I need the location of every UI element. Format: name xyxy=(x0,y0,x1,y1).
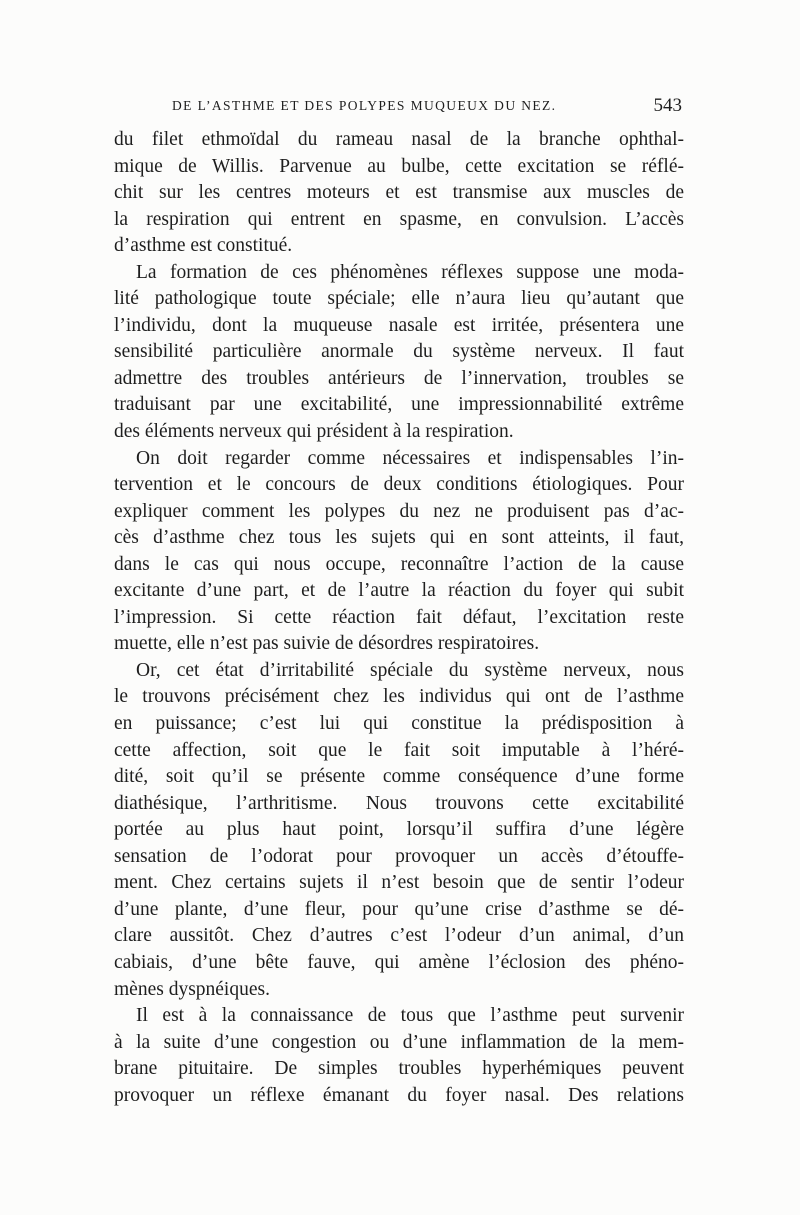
paragraph xyxy=(114,127,684,260)
text-line: d’asthme est constitué. xyxy=(114,235,293,257)
paragraph xyxy=(114,1003,684,1109)
text-line: des éléments nerveux qui président à la respiration. xyxy=(114,421,514,443)
text-line: Il est à la connaissance de tous que l’asthme peut survenir xyxy=(136,1005,684,1027)
text-line: du filet ethmoïdal du rameau nasal de la branche ophthal- xyxy=(114,129,684,150)
body-text xyxy=(114,127,684,1109)
text-line: à la suite d’une congestion ou d’une inflammation de la mem- xyxy=(114,1031,684,1053)
text-line: l’individu, dont la muqueuse nasale est irritée, présentera une xyxy=(114,314,684,336)
text-line: cette affection, soit que le fait soit imputable à l’héré- xyxy=(114,739,684,761)
text-line: lité pathologique toute spéciale; elle n’aura lieu qu’autant que xyxy=(114,288,684,310)
paragraph xyxy=(114,446,684,658)
text-line: mique de Willis. Parvenue au bulbe, cette excitation se réflé- xyxy=(114,155,684,177)
text-line: ment. Chez certains sujets il n’est besoin que de sentir l’odeur xyxy=(114,872,684,894)
text-line: muette, elle n’est pas suivie de désordres respiratoires. xyxy=(114,633,540,655)
text-line: clare aussitôt. Chez d’autres c’est l’odeur d’un animal, d’un xyxy=(114,925,684,947)
text-line: La formation de ces phénomènes réflexes suppose une moda- xyxy=(136,261,684,283)
text-line: admettre des troubles antérieurs de l’innervation, troubles se xyxy=(114,367,684,389)
text-line: traduisant par une excitabilité, une impressionnabilité extrême xyxy=(114,394,684,416)
text-line: l’impression. Si cette réaction fait défaut, l’excitation reste xyxy=(114,606,684,628)
text-line: On doit regarder comme nécessaires et indispensables l’in- xyxy=(136,447,684,469)
running-head xyxy=(172,95,682,122)
running-title: DE L’ASTHME ET DES POLYPES MUQUEUX DU NEZ. xyxy=(172,98,557,113)
text-line: sensibilité particulière anormale du système nerveux. Il faut xyxy=(114,341,684,363)
text-line: brane pituitaire. De simples troubles hyperhémiques peuvent xyxy=(114,1058,684,1080)
text-line: dité, soit qu’il se présente comme conséquence d’une forme xyxy=(114,766,684,788)
text-line: en puissance; c’est lui qui constitue la prédisposition à xyxy=(114,713,684,735)
text-line: le trouvons précisément chez les individus qui ont de l’asthme xyxy=(114,686,684,708)
paragraph xyxy=(114,658,684,1003)
text-line: dans le cas qui nous occupe, reconnaître l’action de la cause xyxy=(114,553,684,575)
text-line: chit sur les centres moteurs et est transmise aux muscles de xyxy=(114,182,684,204)
paragraph xyxy=(114,260,684,446)
page-number: 543 xyxy=(653,95,682,116)
text-line: la respiration qui entrent en spasme, en convulsion. L’accès xyxy=(114,208,684,230)
text-line: tervention et le concours de deux conditions étiologiques. Pour xyxy=(114,474,684,496)
text-line: diathésique, l’arthritisme. Nous trouvons cette excitabilité xyxy=(114,792,684,814)
text-line: excitante d’une part, et de l’autre la réaction du foyer qui subit xyxy=(114,580,684,602)
text-line: Or, cet état d’irritabilité spéciale du système nerveux, nous xyxy=(136,659,684,681)
text-line: expliquer comment les polypes du nez ne produisent pas d’ac- xyxy=(114,500,684,522)
text-line: portée au plus haut point, lorsqu’il suffira d’une légère xyxy=(114,819,684,841)
text-line: cabiais, d’une bête fauve, qui amène l’éclosion des phéno- xyxy=(114,951,684,973)
text-line: d’une plante, d’une fleur, pour qu’une crise d’asthme se dé- xyxy=(114,898,684,920)
text-line: cès d’asthme chez tous les sujets qui en sont atteints, il faut, xyxy=(114,527,684,549)
text-line: sensation de l’odorat pour provoquer un accès d’étouffe- xyxy=(114,845,684,867)
text-line: provoquer un réflexe émanant du foyer nasal. Des relations xyxy=(114,1084,684,1106)
text-line: mènes dyspnéiques. xyxy=(114,978,270,1000)
